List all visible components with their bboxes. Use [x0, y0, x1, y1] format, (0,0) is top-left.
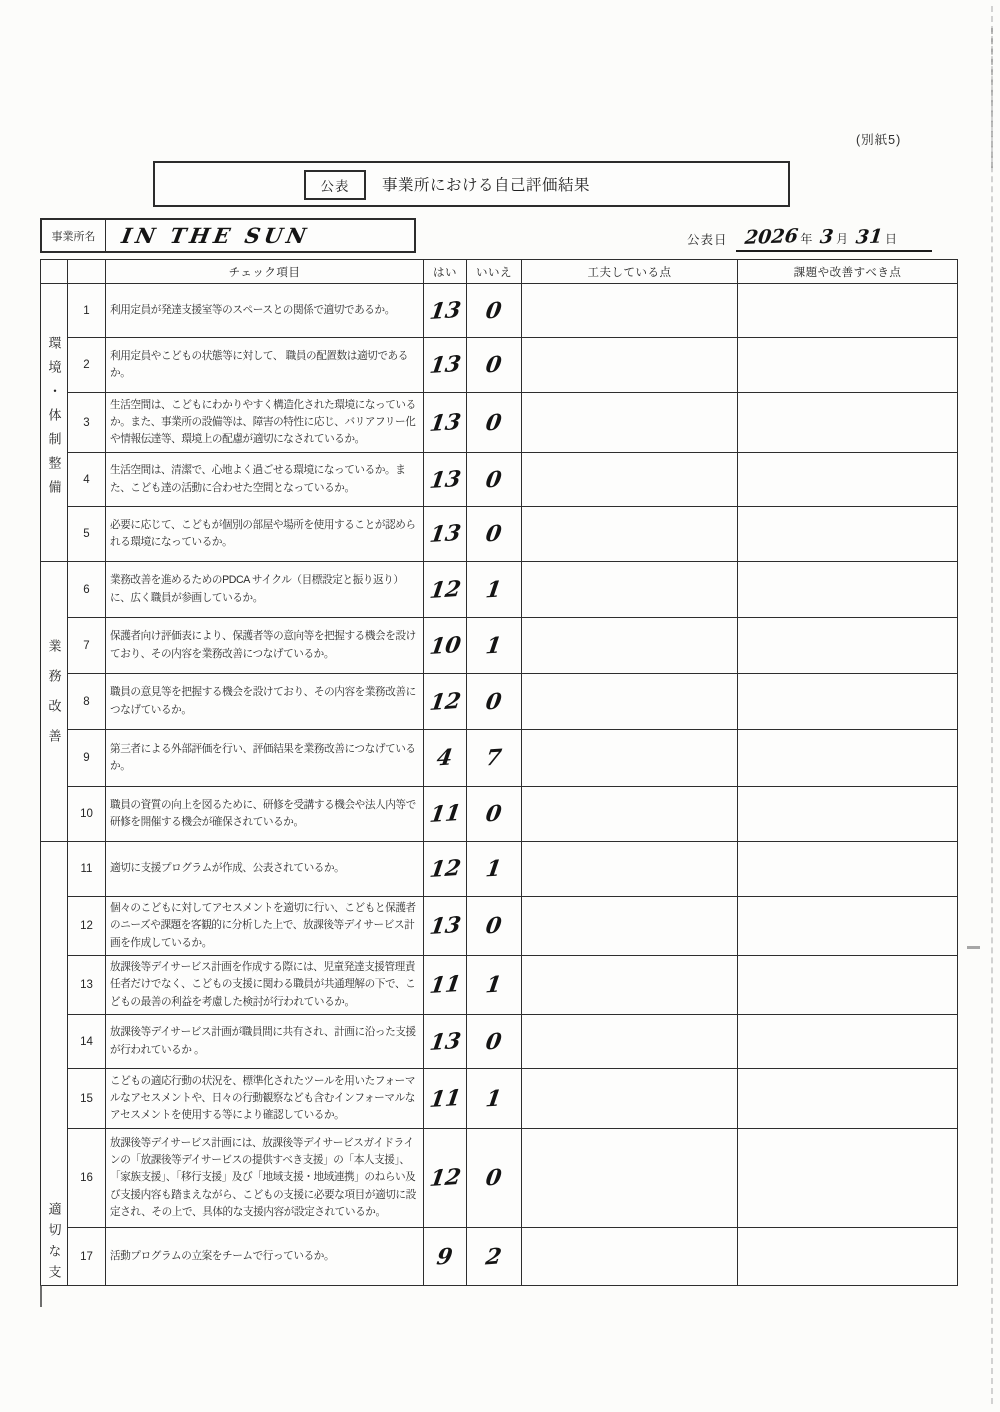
row-number: 8: [68, 674, 106, 730]
issues-cell: [738, 787, 958, 842]
publish-year-handwritten: 2026: [743, 225, 799, 249]
check-item-text: 適切に支援プログラムが作成、公表されているか。: [106, 842, 424, 897]
table-row: [41, 842, 958, 897]
yes-count-handwritten: 12: [427, 854, 463, 884]
row-number: 1: [68, 284, 106, 338]
table-row: [41, 507, 958, 562]
issues-cell: [738, 674, 958, 730]
issues-cell: [738, 453, 958, 507]
no-count-handwritten: 0: [484, 465, 504, 494]
check-item-text: 保護者向け評価表により、保護者等の意向等を把握する機会を設けており、その内容を業務改善につなげているか。: [106, 618, 424, 674]
innovation-cell: [522, 453, 738, 507]
check-item-text: 放課後等デイサービス計画には、放課後等デイサービスガイドラインの「放課後等デイサービスの提供すべき支援」の「本人支援」、「家族支援」、「移行支援」及び「地域支援・地域連携」のねらい及び支援内容も踏まえながら、こどもの支援に必要な項目が適切に設定され、その上で、具体的な支援内容が設定されているか。: [106, 1129, 424, 1228]
check-item-header: チェック項目: [106, 260, 424, 284]
check-item-text: 業務改善を進めるためのPDCA サイクル（目標設定と振り返り）に、広く職員が参画しているか。: [106, 562, 424, 618]
office-name-box: [40, 218, 416, 253]
no-count: [467, 453, 522, 507]
no-count: [467, 730, 522, 787]
innovation-cell: [522, 284, 738, 338]
category-label: [41, 842, 68, 1286]
no-header: いいえ: [467, 260, 522, 284]
row-number: 6: [68, 562, 106, 618]
table-row: [41, 730, 958, 787]
publish-month-handwritten: 3: [818, 225, 835, 249]
innovation-cell: [522, 1069, 738, 1129]
category-label-text: 業務改善: [46, 639, 62, 759]
yes-count-handwritten: 13: [427, 465, 463, 494]
yes-count: [424, 1015, 467, 1069]
innovation-cell: [522, 956, 738, 1015]
check-item-text: こどもの適応行動の状況を、標準化されたツールを用いたフォーマルなアセスメントや、日々の行動観察なども含むインフォーマルなアセスメントを使用する等により確認しているか。: [106, 1069, 424, 1129]
yes-count: [424, 730, 467, 787]
office-name-handwritten: IN THE SUN: [119, 223, 313, 248]
no-count-handwritten: 1: [484, 971, 504, 999]
yes-count-handwritten: 13: [427, 1027, 463, 1056]
innovation-cell: [522, 1228, 738, 1286]
check-item-text: 職員の意見等を把握する機会を設けており、その内容を業務改善につなげているか。: [106, 674, 424, 730]
yes-count-handwritten: 13: [427, 296, 463, 325]
no-count-handwritten: 1: [484, 631, 504, 660]
office-name-label: 事業所名: [42, 220, 106, 251]
table-row: [41, 562, 958, 618]
issues-cell: [738, 897, 958, 956]
no-count-handwritten: 7: [484, 744, 504, 772]
table-row: [41, 338, 958, 393]
issues-cell: [738, 842, 958, 897]
no-count: [467, 507, 522, 562]
no-count: [467, 1228, 522, 1286]
table-row: [41, 956, 958, 1015]
no-count-handwritten: 0: [484, 800, 504, 828]
number-column-header: [68, 260, 106, 284]
yes-count: [424, 674, 467, 730]
issues-cell: [738, 284, 958, 338]
issues-cell: [738, 1069, 958, 1129]
row-number: 14: [68, 1015, 106, 1069]
check-item-text: 放課後等デイサービス計画を作成する際には、児童発達支援管理責任者だけでなく、こどもの支援に関わる職員が共通理解の下で、こどもの最善の利益を考慮した検討が行われているか。: [106, 956, 424, 1015]
yes-count-handwritten: 9: [435, 1242, 455, 1271]
yes-count-handwritten: 13: [427, 911, 463, 941]
no-count-handwritten: 1: [484, 855, 504, 883]
category-label-text: 適切な支: [46, 1202, 62, 1286]
title-box: [153, 161, 790, 207]
day-unit: 日: [885, 232, 898, 246]
check-item-text: 利用定員が発達支援室等のスペースとの関係で適切であるか。: [106, 284, 424, 338]
document-title: 事業所における自己評価結果: [382, 177, 591, 194]
table-row: [41, 1069, 958, 1129]
innovation-cell: [522, 674, 738, 730]
innovation-cell: [522, 393, 738, 453]
table-row: [41, 453, 958, 507]
scan-artifact-dotted-line: [991, 6, 993, 1404]
check-item-text: 放課後等デイサービス計画が職員間に共有され、計画に沿った支援が行われているか 。: [106, 1015, 424, 1069]
yes-count: [424, 453, 467, 507]
yes-count-handwritten: 13: [427, 519, 463, 549]
no-count-handwritten: 0: [484, 520, 504, 548]
row-number: 12: [68, 897, 106, 956]
no-count-handwritten: 0: [484, 687, 504, 716]
scan-artifact-border-stub: [40, 1285, 42, 1307]
issues-cell: [738, 562, 958, 618]
yes-count: [424, 562, 467, 618]
yes-count: [424, 284, 467, 338]
innovation-cell: [522, 787, 738, 842]
yes-count: [424, 1129, 467, 1228]
no-count-handwritten: 1: [484, 1084, 504, 1113]
check-item-text: 生活空間は、清潔で、心地よく過ごせる環境になっているか。また、こども達の活動に合わせた空間となっているか。: [106, 453, 424, 507]
yes-count: [424, 338, 467, 393]
row-number: 10: [68, 787, 106, 842]
yes-count-handwritten: 13: [427, 408, 463, 437]
no-count: [467, 956, 522, 1015]
innovation-cell: [522, 618, 738, 674]
category-label: [41, 284, 68, 562]
table-row: [41, 284, 958, 338]
category-column-header: [41, 260, 68, 284]
yes-count: [424, 393, 467, 453]
row-number: 4: [68, 453, 106, 507]
yes-count: [424, 842, 467, 897]
no-count: [467, 842, 522, 897]
table-row: [41, 674, 958, 730]
check-item-text: 利用定員やこどもの状態等に対して、 職員の配置数は適切であるか。: [106, 338, 424, 393]
table-row: [41, 1228, 958, 1286]
row-number: 17: [68, 1228, 106, 1286]
no-count-handwritten: 0: [484, 912, 504, 940]
no-count: [467, 338, 522, 393]
issues-cell: [738, 730, 958, 787]
scan-artifact-dotted-line-dark: [991, 28, 993, 168]
yes-count-handwritten: 10: [427, 631, 463, 660]
no-count: [467, 1015, 522, 1069]
no-count-handwritten: 1: [484, 575, 504, 604]
row-number: 15: [68, 1069, 106, 1129]
issues-cell: [738, 338, 958, 393]
table-row: [41, 393, 958, 453]
check-item-text: 個々のこどもに対してアセスメントを適切に行い、こどもと保護者のニーズや課題を客観的に分析した上で、放課後等デイサービス計画を作成しているか。: [106, 897, 424, 956]
table-row: [41, 787, 958, 842]
no-count-handwritten: 0: [484, 296, 504, 325]
row-number: 11: [68, 842, 106, 897]
category-label: [41, 562, 68, 842]
table-header-row: [41, 260, 958, 284]
innovation-cell: [522, 730, 738, 787]
scan-artifact-dash: [967, 946, 980, 949]
yes-count: [424, 787, 467, 842]
row-number: 5: [68, 507, 106, 562]
issues-cell: [738, 1129, 958, 1228]
issues-cell: [738, 956, 958, 1015]
check-item-text: 生活空間は、こどもにわかりやすく構造化された環境になっているか。また、事業所の設備等は、障害の特性に応じ、バリアフリー化や情報伝達等、環境上の配慮が適切になされているか。: [106, 393, 424, 453]
month-unit: 月: [836, 232, 849, 246]
yes-count-handwritten: 11: [427, 1084, 463, 1113]
no-count: [467, 284, 522, 338]
innovation-cell: [522, 1015, 738, 1069]
innovation-cell: [522, 562, 738, 618]
innovation-cell: [522, 338, 738, 393]
table-row: [41, 1129, 958, 1228]
innovation-cell: [522, 897, 738, 956]
yes-count-handwritten: 4: [435, 744, 455, 772]
table-row: [41, 618, 958, 674]
no-count: [467, 787, 522, 842]
issues-header: 課題や改善すべき点: [738, 260, 958, 284]
yes-count-handwritten: 12: [427, 687, 463, 716]
yes-count-handwritten: 12: [427, 575, 463, 604]
no-count: [467, 393, 522, 453]
yes-count: [424, 1069, 467, 1129]
corner-note: (別紙5): [856, 133, 902, 147]
publish-date: [687, 226, 932, 252]
yes-count: [424, 1228, 467, 1286]
innovation-header: 工夫している点: [522, 260, 738, 284]
no-count: [467, 897, 522, 956]
no-count: [467, 562, 522, 618]
check-item-text: 活動プログラムの立案をチームで行っているか。: [106, 1228, 424, 1286]
no-count: [467, 1069, 522, 1129]
innovation-cell: [522, 842, 738, 897]
no-count: [467, 618, 522, 674]
yes-count: [424, 897, 467, 956]
yes-count-handwritten: 13: [427, 350, 463, 380]
issues-cell: [738, 507, 958, 562]
issues-cell: [738, 618, 958, 674]
yes-count-handwritten: 12: [427, 1163, 463, 1193]
check-item-text: 必要に応じて、こどもが個別の部屋や場所を使用することが認められる環境になっているか。: [106, 507, 424, 562]
publish-day-handwritten: 31: [854, 225, 884, 249]
publish-stamp: 公表: [304, 170, 366, 200]
no-count-handwritten: 0: [484, 408, 504, 437]
check-item-text: 第三者による外部評価を行い、評価結果を業務改善につなげているか。: [106, 730, 424, 787]
check-item-text: 職員の資質の向上を図るために、研修を受講する機会や法人内等で研修を開催する機会が確保されているか。: [106, 787, 424, 842]
category-label-text: 環境・体制整備: [46, 336, 62, 504]
yes-count-handwritten: 11: [427, 799, 463, 829]
row-number: 2: [68, 338, 106, 393]
no-count: [467, 674, 522, 730]
evaluation-table: [40, 259, 958, 1286]
row-number: 7: [68, 618, 106, 674]
yes-header: はい: [424, 260, 467, 284]
publish-date-value: [736, 226, 932, 252]
row-number: 9: [68, 730, 106, 787]
no-count-handwritten: 0: [484, 1027, 504, 1056]
table-row: [41, 897, 958, 956]
yes-count: [424, 618, 467, 674]
table-row: [41, 1015, 958, 1069]
yes-count: [424, 956, 467, 1015]
row-number: 3: [68, 393, 106, 453]
no-count-handwritten: 2: [484, 1242, 504, 1271]
issues-cell: [738, 393, 958, 453]
no-count-handwritten: 0: [484, 1164, 504, 1192]
publish-date-label: 公表日: [687, 233, 728, 247]
innovation-cell: [522, 1129, 738, 1228]
yes-count: [424, 507, 467, 562]
office-name-value: [106, 220, 414, 251]
issues-cell: [738, 1015, 958, 1069]
no-count: [467, 1129, 522, 1228]
issues-cell: [738, 1228, 958, 1286]
yes-count-handwritten: 11: [427, 970, 463, 1000]
row-number: 13: [68, 956, 106, 1015]
year-unit: 年: [800, 232, 813, 246]
innovation-cell: [522, 507, 738, 562]
row-number: 16: [68, 1129, 106, 1228]
no-count-handwritten: 0: [484, 351, 504, 379]
